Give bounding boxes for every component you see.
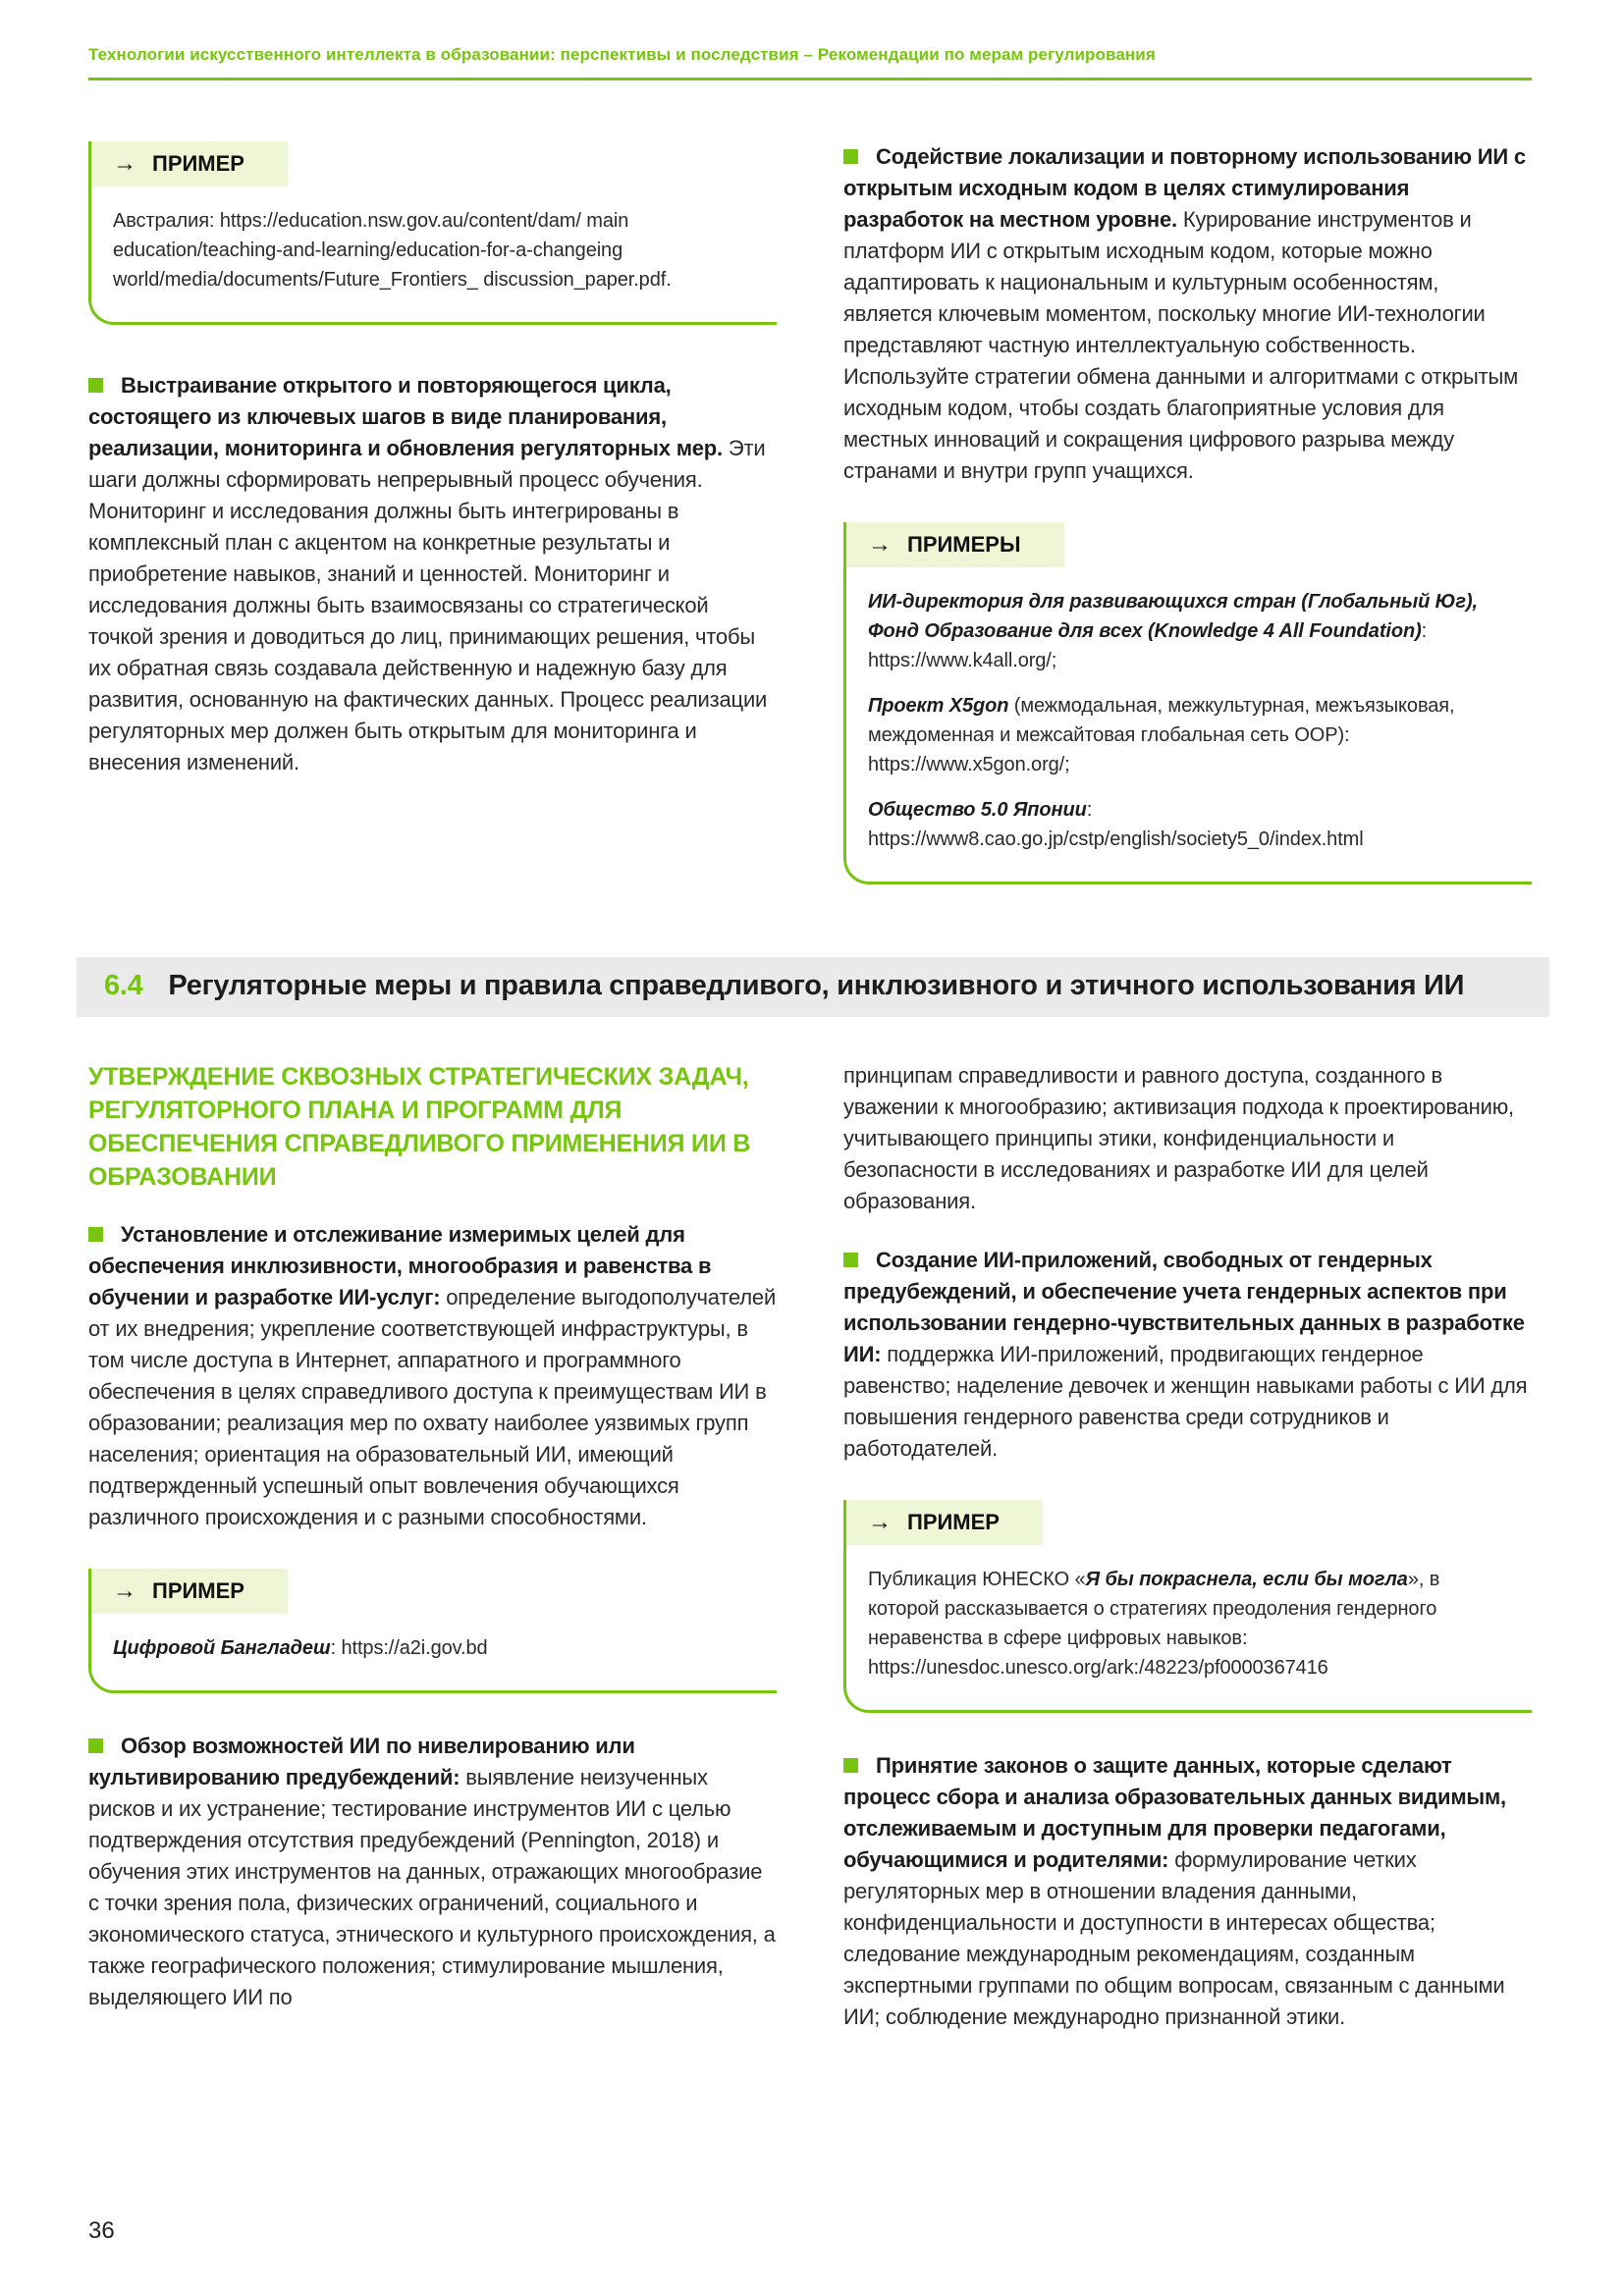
running-header: Технологии искусственного интеллекта в образовании: перспективы и последствия – Рекомендации по мерам регулирования [88,45,1156,64]
example-item-title: Цифровой Бангладеш [113,1637,331,1659]
section-title: Регуляторные меры и правила справедливого, инклюзивного и этичного использования ИИ [168,970,1465,1001]
example-item-link: : https://www8.cao.go.jp/cstp/english/society5_0/index.html [868,799,1364,850]
example-label: ПРИМЕР [907,1510,1000,1534]
bullet-lead: Установление и отслеживание измеримых целей для обеспечения инклюзивности, многообразия и равенства в обучении и разработке ИИ-услуг: [88,1222,712,1309]
arrow-icon: → [113,150,136,177]
intro-left-column [88,141,777,884]
section-header-6-4 [77,957,1549,1017]
bullet-lead: Обзор возможностей ИИ по нивелированию или культивированию предубеждений: [88,1734,635,1789]
example-item-society5 [868,795,1508,854]
example-box-australia [88,141,777,325]
example-text: Австралия: https://education.nsw.gov.au/content/dam/ main education/teaching-and-learning/education-for-a-changeing world/media/documents/Future_Frontiers_ discussion_paper.pdf. [113,210,672,291]
intro-right-column [843,141,1532,884]
bullet-square-icon [843,1758,858,1773]
example-text [113,1633,753,1663]
bullet-square-icon [88,378,103,393]
example-item-link: : https://www.k4all.org/; [868,620,1428,671]
example-text [868,1565,1508,1682]
bullet-paragraph-bias-review [88,1731,777,2013]
bullet-lead: Содействие локализации и повторному использованию ИИ с открытым исходным кодом в целях стимулирования разработок на местном уровне. [843,144,1526,232]
main-left-column [88,1060,777,2033]
bullet-paragraph-cycle [88,370,777,778]
example-item-title: Проект X5gon [868,695,1009,717]
green-subheading: УТВЕРЖДЕНИЕ СКВОЗНЫХ СТРАТЕГИЧЕСКИХ ЗАДАЧ, РЕГУЛЯТОРНОГО ПЛАНА И ПРОГРАММ ДЛЯ ОБЕСПЕЧЕНИЯ СПРАВЕДЛИВОГО ПРИМЕНЕНИЯ ИИ В ОБРАЗОВАНИИ [88,1063,751,1191]
bullet-lead: Создание ИИ-приложений, свободных от гендерных предубеждений, и обеспечение учета гендерных аспектов при использовании гендерно-чувствительных данных в разработке ИИ: [843,1248,1525,1366]
arrow-icon: → [868,1509,892,1535]
intro-columns [88,141,1532,884]
page-number: 36 [88,2217,115,2244]
example-box-bangladesh [88,1569,777,1693]
example-label: ПРИМЕР [152,151,244,176]
bullet-square-icon [843,1253,858,1267]
bullet-body: определение выгодополучателей от их внедрения; укрепление соответствующей инфраструктуры, в том числе доступа в Интернет, аппаратного и программного обеспечения в целях справедливого доступа к преимуществам ИИ в образовании; реализация мер по охвату наиболее уязвимых групп населения; ориентация на образовательный ИИ, имеющий подтвержденный успешный опыт вовлечения обучающихся различного происхождения и с разными способностями. [88,1285,777,1529]
example-item-link: (межмодальная, межкультурная, межъязыковая, междоменная и межсайтовая глобальная сеть ООР): https://www.x5gon.org/; [868,695,1455,775]
example-box-unesco-blush [843,1500,1532,1713]
example-label: ПРИМЕР [152,1578,244,1603]
main-columns [88,1060,1532,2033]
bullet-body: выявление неизученных рисков и их устранение; тестирование инструментов ИИ с целью подтверждения отсутствия предубеждений (Pennington, 2018) и обучения этих инструментов на данных, отражающих многообразие с точки зрения пола, физических ограничений, социального и экономического статуса, этнического и культурного происхождения, а также географического положения; стимулирование мышления, выделяющего ИИ по [88,1765,776,2009]
section-number: 6.4 [104,970,143,1001]
bullet-body: поддержка ИИ-приложений, продвигающих гендерное равенство; наделение девочек и женщин навыками работы с ИИ для повышения гендерного равенства среди сотрудников и работодателей. [843,1342,1528,1461]
bullet-paragraph-data-protection [843,1750,1532,2033]
bullet-body: формулирование четких регуляторных мер в отношении владения данными, конфиденциальности и доступности в интересах общества; следование международным рекомендациям, созданным экспертными группами по общим вопросам, связанным с данными ИИ; соблюдение международно признанной этики. [843,1847,1505,2029]
example-text-suffix: », в которой рассказывается о стратегиях преодоления гендерного неравенства в сфере цифровых навыков: https://unesdoc.unesco.org/ark:/48223/pf0000367416 [868,1569,1440,1679]
bullet-square-icon [88,1227,103,1242]
continuation-paragraph: принципам справедливости и равного доступа, созданного в уважении к многообразию; активизация подхода к проектированию, учитывающего принципы этики, конфиденциальности и безопасности в исследованиях и разработке ИИ для целей образования. [843,1063,1514,1213]
examples-box-open-source [843,522,1532,884]
examples-chip [846,522,1064,567]
example-chip [846,1500,1043,1545]
example-chip [91,141,288,187]
publication-title: Я бы покраснела, если бы могла [1085,1569,1408,1590]
example-item-title: Общество 5.0 Японии [868,799,1087,821]
arrow-icon: → [868,531,892,558]
bullet-paragraph-measurable-goals [88,1219,777,1533]
bullet-body: Курирование инструментов и платформ ИИ с открытым исходным кодом, которые можно адаптировать к национальным и культурным особенностям, является ключевым моментом, поскольку многие ИИ-технологии представляют частную интеллектуальную собственность. Используйте стратегии обмена данными и алгоритмами с открытым исходным кодом, чтобы создать благоприятные условия для местных инноваций и сокращения цифрового разрыва между странами и внутри групп учащихся. [843,207,1519,483]
bullet-square-icon [843,149,858,164]
examples-label: ПРИМЕРЫ [907,532,1021,557]
example-text-prefix: Публикация ЮНЕСКО « [868,1569,1086,1590]
example-item-title: ИИ-директория для развивающихся стран (Глобальный Юг), Фонд Образование для всех (Knowledge 4 All Foundation) [868,591,1478,642]
main-right-column [843,1060,1532,2033]
bullet-paragraph-gender [843,1245,1532,1465]
bullet-lead: Выстраивание открытого и повторяющегося цикла, состоящего из ключевых шагов в виде планирования, реализации, мониторинга и обновления регуляторных мер. [88,373,723,460]
example-item-x5gon [868,691,1508,779]
example-item-k4all [868,587,1508,675]
bullet-square-icon [88,1738,103,1753]
arrow-icon: → [113,1577,136,1604]
example-chip [91,1569,288,1614]
bullet-body: Эти шаги должны сформировать непрерывный процесс обучения. Мониторинг и исследования должны быть интегрированы в комплексный план с акцентом на конкретные результаты и приобретение навыков, знаний и ценностей. Мониторинг и исследования должны быть взаимосвязаны со стратегической точкой зрения и доводиться до лиц, принимающих решения, чтобы их обратная связь создавала действенную и надежную базу для развития, основанную на фактических данных. Процесс реализации регуляторных мер должен быть открытым для мониторинга и внесения изменений. [88,436,768,774]
bullet-lead: Принятие законов о защите данных, которые сделают процесс сбора и анализа образовательных данных видимым, отслеживаемым и доступным для проверки педагогами, обучающимися и родителями: [843,1753,1506,1872]
header-rule [88,78,1532,80]
example-item-link: : https://a2i.gov.bd [330,1637,488,1659]
bullet-paragraph-open-source [843,141,1532,487]
